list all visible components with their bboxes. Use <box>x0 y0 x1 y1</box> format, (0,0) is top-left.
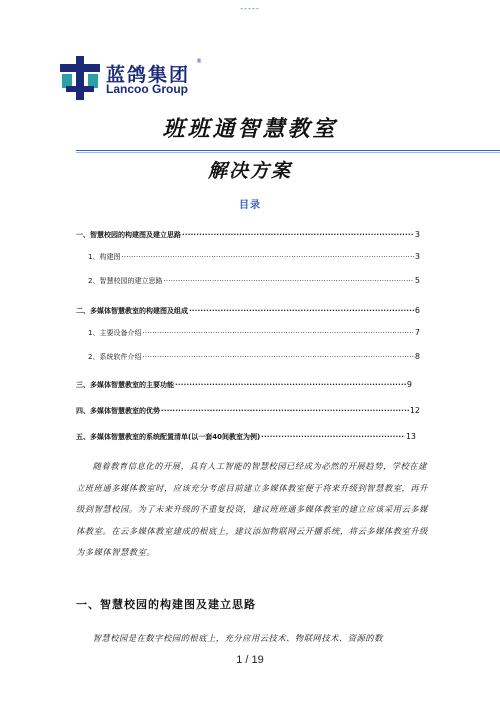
toc-leader-dots <box>142 329 413 337</box>
toc-entry[interactable] <box>76 230 420 240</box>
toc-entry-page: 9 <box>406 380 412 389</box>
toc-entry[interactable] <box>88 352 420 362</box>
page-header-mark: ----- <box>240 4 260 13</box>
intro-paragraph: 随着教育信息化的开展，具有人工智能的智慧校园已经成为必然的开展趋势，学校在建立班班通多媒体教室时，应该充分考虑目前建立多媒体教室便于将来升级到智慧教室，再升级到智慧校园。为了未来升级的不重复投资，建议班班通多媒体教室的建立应该采用云多媒体教室。在云多媒体教室建成的根底上，建议添加物联网云开播系统，将云多媒体教室升级为多媒体智慧教室。 <box>76 461 428 558</box>
toc-entry-page: 7 <box>414 328 420 337</box>
toc-leader-dots <box>261 433 405 441</box>
toc-entry-page: 3 <box>414 252 420 261</box>
toc-entry-text: 1、主要设备介绍 <box>88 329 142 337</box>
toc-entry-text: 五、多媒体智慧教室的系统配置清单(以一套40间教室为例) <box>76 433 261 441</box>
toc-entry[interactable] <box>76 432 416 442</box>
toc-entry-text: 一、智慧校园的构建图及建立思路 <box>76 231 181 239</box>
lancoo-logo-mark-icon <box>60 56 100 100</box>
registered-mark: ® <box>196 58 202 65</box>
logo-name-en: Lancoo Group <box>106 82 188 96</box>
toc-entry-page: 5 <box>414 276 420 285</box>
toc-entry-page: 12 <box>409 406 420 415</box>
document-title: 班班通智慧教室 <box>162 116 338 142</box>
toc-leader-dots <box>142 353 413 361</box>
toc-leader-dots <box>175 381 406 389</box>
toc-entry-page: 6 <box>414 306 420 315</box>
toc-entry[interactable] <box>88 276 420 286</box>
logo-name-cn: 蓝鸽集团 <box>106 64 191 86</box>
title-divider-secondary <box>76 152 500 153</box>
toc-entry-text: 2、系统软件介绍 <box>88 353 142 361</box>
toc-leader-dots <box>189 307 414 315</box>
toc-entry[interactable] <box>88 328 420 338</box>
toc-entry-text: 二、多媒体智慧教室的构建图及组成 <box>76 307 188 315</box>
toc-heading: 目录 <box>239 200 261 211</box>
toc-leader-dots <box>163 277 413 285</box>
toc-entry-text: 三、多媒体智慧教室的主要功能 <box>76 381 174 389</box>
toc-entry[interactable] <box>76 380 412 390</box>
section-heading: 一、智慧校园的构建图及建立思路 <box>76 598 256 611</box>
section-paragraph: 智慧校园是在数字校园的根底上，充分应用云技术、物联网技术、资源的数 <box>92 633 383 643</box>
toc-leader-dots <box>182 231 414 239</box>
toc-entry-page: 13 <box>405 432 416 441</box>
title-divider <box>76 150 500 151</box>
page-number: 1 / 19 <box>236 654 264 666</box>
toc-leader-dots <box>161 407 409 415</box>
toc-entry[interactable] <box>76 306 420 316</box>
toc-entry[interactable] <box>88 252 420 262</box>
toc-entry-page: 8 <box>414 352 420 361</box>
toc-entry-text: 2、智慧校园的建立思路 <box>88 277 163 285</box>
toc-entry[interactable] <box>76 406 420 416</box>
document-subtitle: 解决方案 <box>207 160 292 182</box>
toc-leader-dots <box>121 253 413 261</box>
toc-entry-text: 1、构建图 <box>88 253 121 261</box>
toc-entry-page: 3 <box>414 230 420 239</box>
toc-entry-text: 四、多媒体智慧教室的优势 <box>76 407 160 415</box>
